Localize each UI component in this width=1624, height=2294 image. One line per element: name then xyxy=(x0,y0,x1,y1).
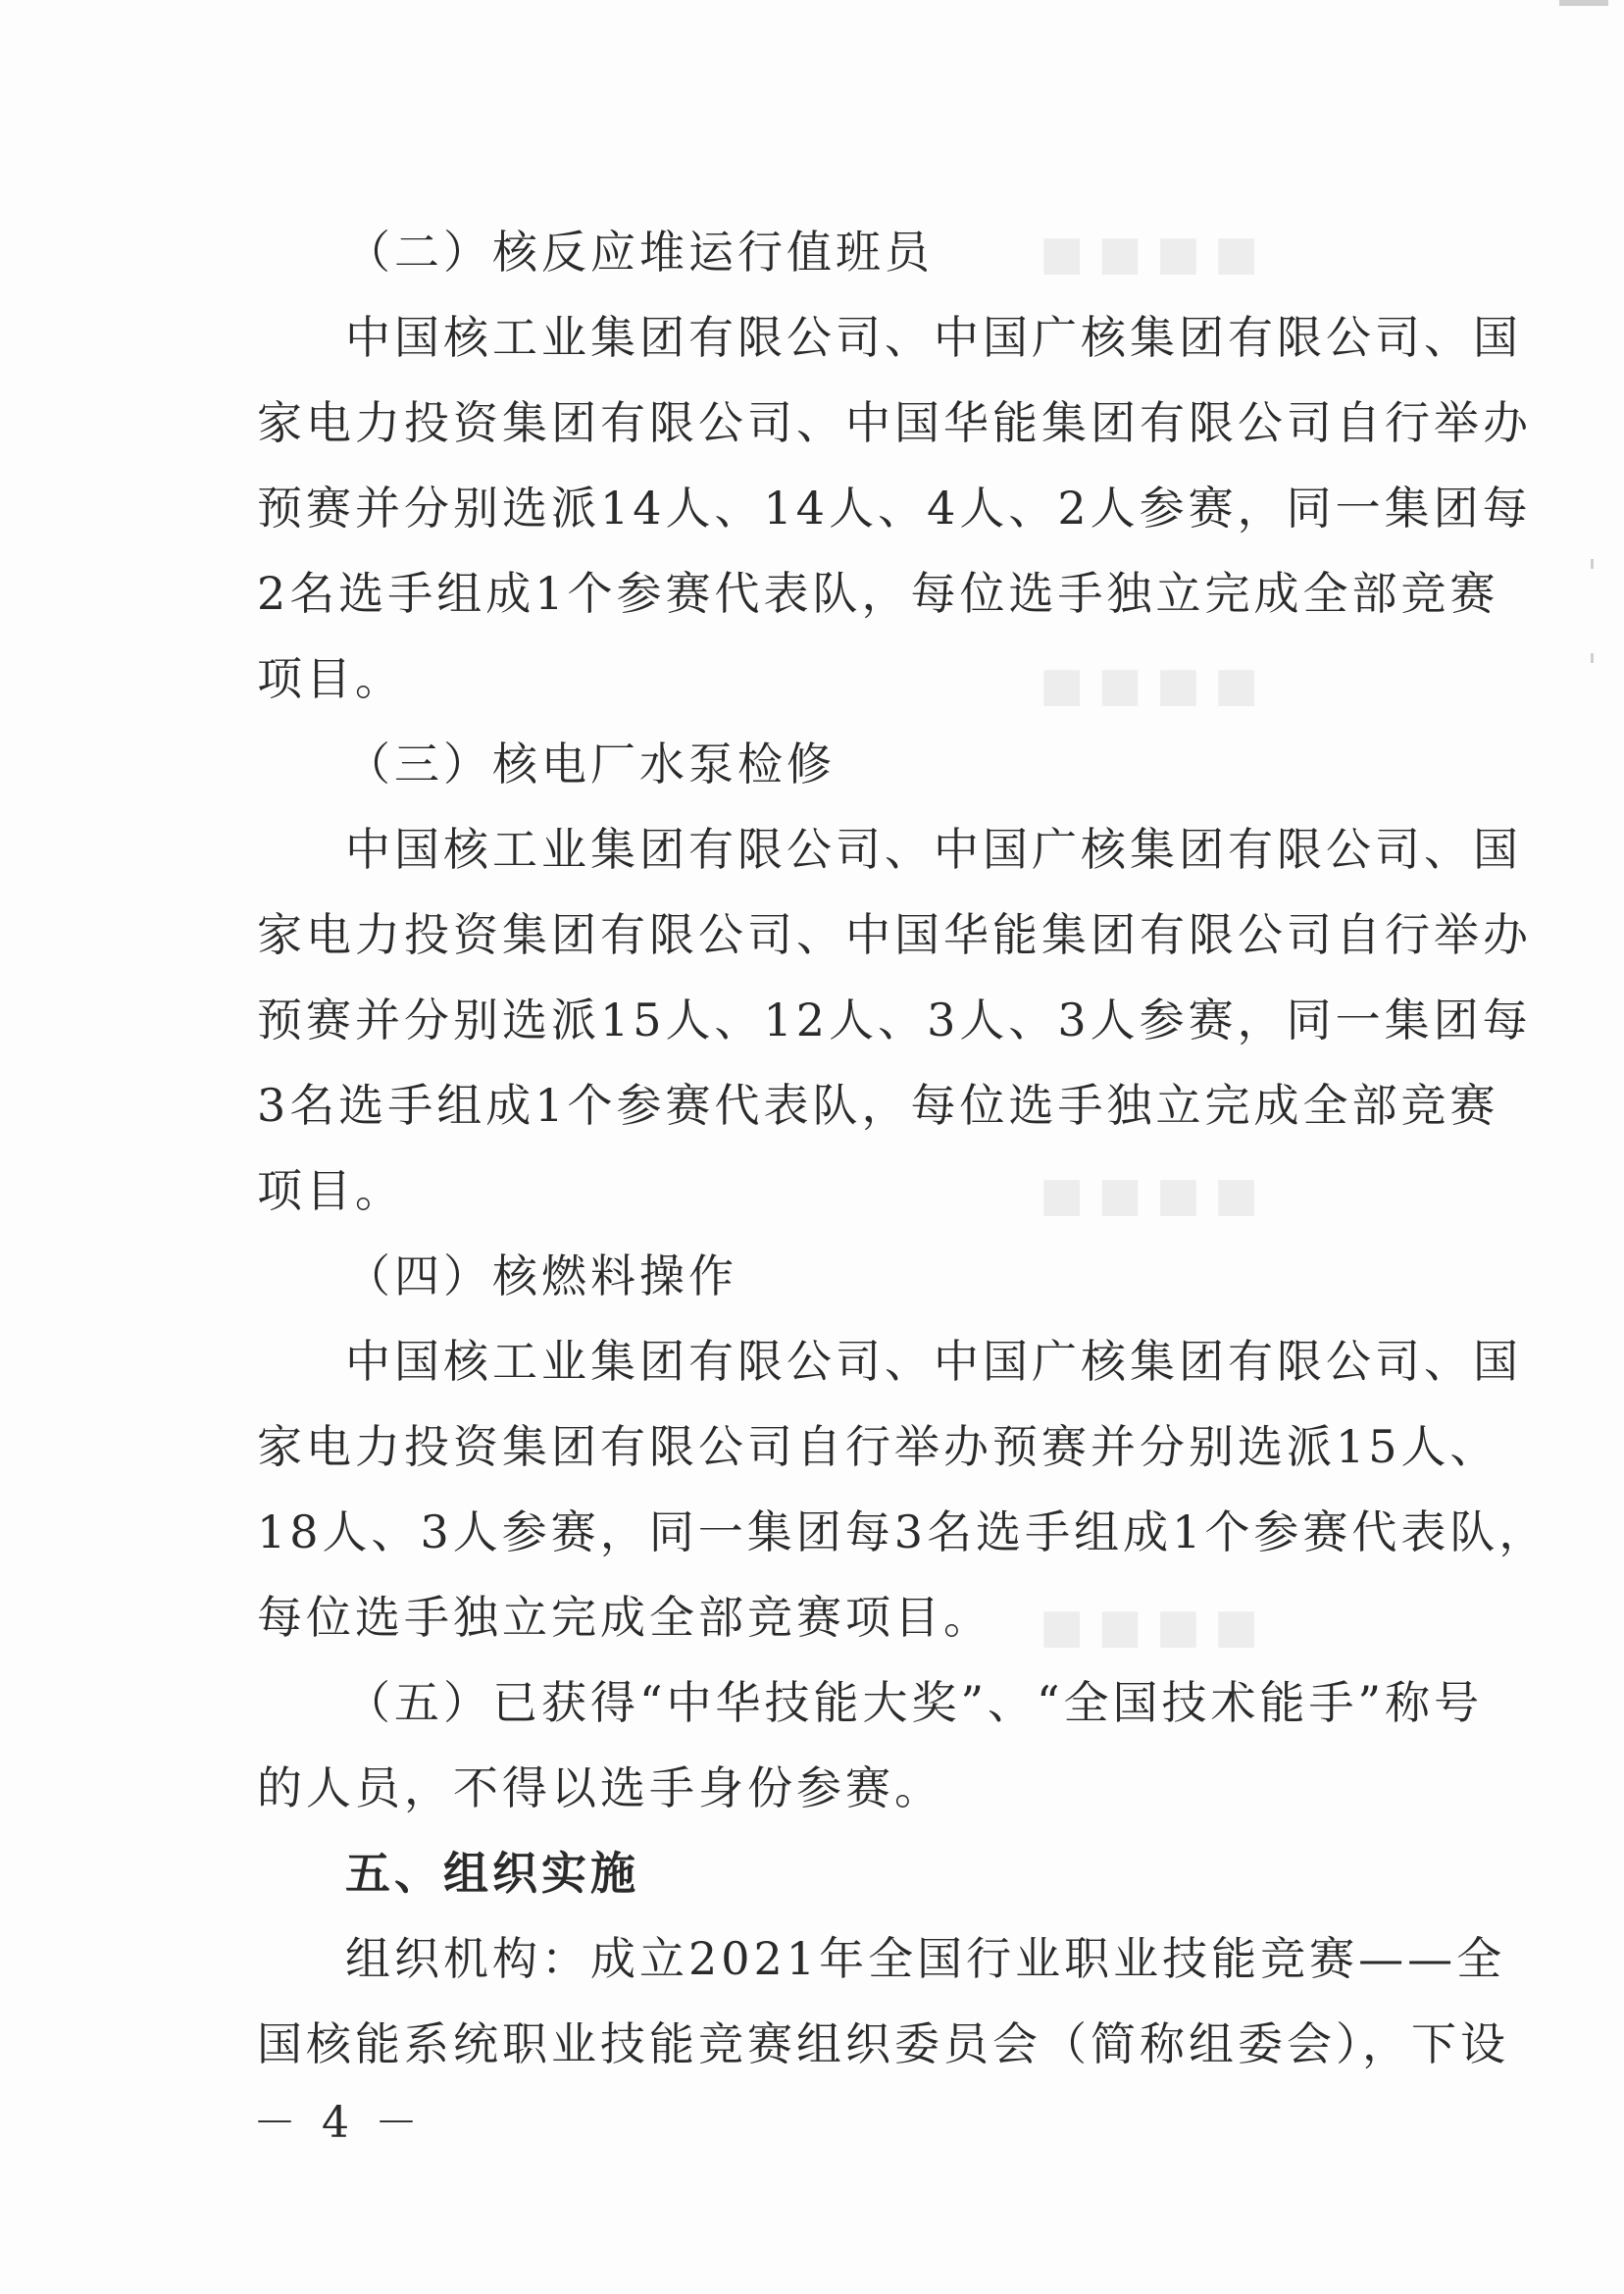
body-text-line: 中国核工业集团有限公司、中国广核集团有限公司、国 xyxy=(345,1335,1522,1388)
body-text-line: 的人员，不得以选手身份参赛。 xyxy=(257,1761,943,1814)
page-number: － 4 － xyxy=(253,2098,424,2148)
body-text-line: 项目。 xyxy=(257,652,404,705)
bleed-through-text: ■■■■ xyxy=(1040,657,1273,712)
body-text-line: 家电力投资集团有限公司、中国华能集团有限公司自行举办 xyxy=(257,908,1532,961)
body-text-line: 中国核工业集团有限公司、中国广核集团有限公司、国 xyxy=(345,823,1522,876)
body-text-line: 3名选手组成1个参赛代表队，每位选手独立完成全部竞赛 xyxy=(257,1079,1499,1132)
body-text-line: 18人、3人参赛，同一集团每3名选手组成1个参赛代表队， xyxy=(257,1505,1548,1558)
section-heading-fuel-operation: （四）核燃料操作 xyxy=(345,1249,737,1302)
scan-edge-mark xyxy=(1591,653,1594,663)
body-text-line: 中国核工业集团有限公司、中国广核集团有限公司、国 xyxy=(345,311,1522,364)
section-heading-eligibility: （五）已获得“中华技能大奖”、“全国技术能手”称号 xyxy=(345,1676,1484,1729)
bleed-through-text: ■■■■ xyxy=(1040,1599,1273,1654)
body-text-line: 项目。 xyxy=(257,1164,404,1217)
chapter-heading-organization: 五、组织实施 xyxy=(345,1847,639,1900)
body-text-line: 每位选手独立完成全部竞赛项目。 xyxy=(257,1591,992,1644)
scan-edge-mark xyxy=(1591,559,1594,569)
body-text-line: 家电力投资集团有限公司自行举办预赛并分别选派15人、 xyxy=(257,1420,1499,1473)
bleed-through-text: ■■■■ xyxy=(1040,226,1273,280)
section-heading-water-pump: （三）核电厂水泵检修 xyxy=(345,738,836,790)
body-text-line: 2名选手组成1个参赛代表队，每位选手独立完成全部竞赛 xyxy=(257,567,1499,620)
body-text-line: 国核能系统职业技能竞赛组织委员会（简称组委会），下设 xyxy=(257,2017,1509,2070)
body-text-line: 家电力投资集团有限公司、中国华能集团有限公司自行举办 xyxy=(257,396,1532,449)
bleed-through-text: ■■■■ xyxy=(1040,1167,1273,1222)
document-body xyxy=(257,210,1548,2087)
body-text-line: 组织机构：成立2021年全国行业职业技能竞赛——全 xyxy=(345,1932,1506,1985)
body-text-line: 预赛并分别选派14人、14人、4人、2人参赛，同一集团每 xyxy=(257,482,1532,535)
scan-edge-mark xyxy=(1559,0,1608,6)
section-heading-reactor-operator: （二）核反应堆运行值班员 xyxy=(345,226,934,279)
body-text-line: 预赛并分别选派15人、12人、3人、3人参赛，同一集团每 xyxy=(257,994,1532,1046)
